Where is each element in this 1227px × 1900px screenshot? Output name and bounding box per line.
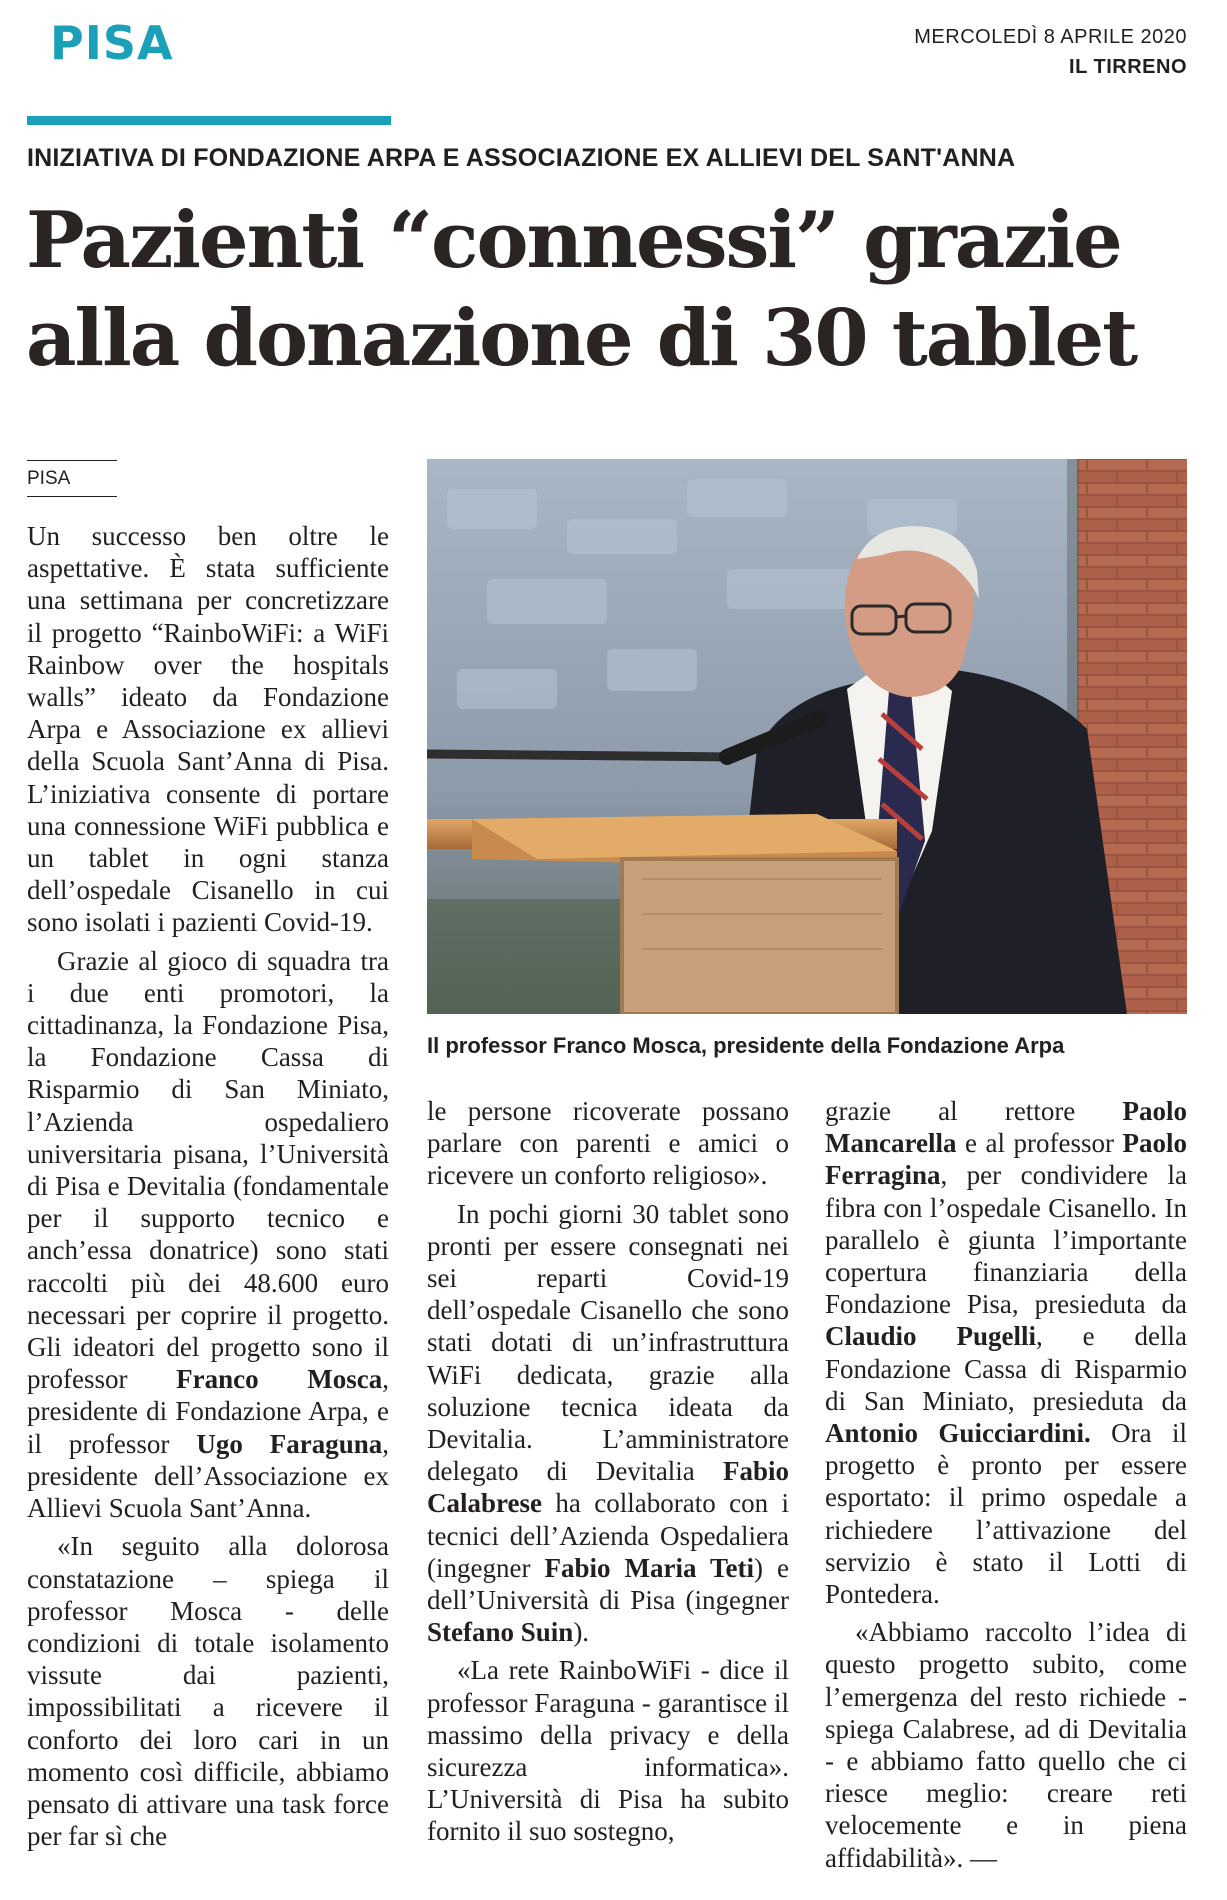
person-name: Paolo Mancarella [825, 1096, 1187, 1159]
text-run: , presidente dell’Associazione ex Allievi Scuola Sant’Anna. [27, 1428, 390, 1524]
person-name: Paolo Ferragina [825, 1128, 1188, 1191]
text-run: grazie al rettore [825, 1096, 1076, 1126]
person-name: Fabio Maria Teti [544, 1552, 754, 1583]
text-run: ). [573, 1617, 590, 1648]
text-run: ha collaborato con i tecnici dell’Azienda Ospedaliera (ingegner [427, 1488, 790, 1583]
paragraph: «Abbiamo raccolto l’idea di questo progetto subito, come l’emergenza del resto richiede - spiega Calabrese, ad di Devitalia - e abbiamo fatto quello che ci riesce meglio: creare reti velocemente e in piena affidabilità». — [825, 1617, 1187, 1873]
paragraph: Un successo ben oltre le aspettative. È stata sufficiente una settimana per concretizzare il progetto “RainboWiFi: a WiFi Rainbow over the hospitals walls” ideato da Fondazione Arpa e Associazione ex allievi della Scuola Sant’Anna di Pisa. L’iniziativa consente di portare una connessione WiFi pubblica e un tablet in ogni stanza dell’ospedale Cisanello in cui sono isolati i pazienti Covid-19. [27, 521, 389, 938]
photo-caption: Il professor Franco Mosca, presidente della Fondazione Arpa [427, 1033, 1065, 1058]
text-run: In pochi giorni 30 tablet sono pronti per essere consegnati nei sei reparti Covid-19 dell’ospedale Cisanello che sono stati dotati di un’infrastruttura WiFi dedicata, grazie alla soluzione tecnica ideata da Devitalia. L’amministratore delegato di Devitalia [427, 1198, 789, 1487]
dateline-rule-bottom [27, 496, 117, 497]
accent-rule [27, 116, 391, 125]
article-photo [427, 459, 1187, 1014]
person-name: Claudio Pugelli [825, 1321, 1036, 1352]
section-title: PISA [50, 16, 174, 70]
dateline [27, 460, 117, 497]
paragraph: le persone ricoverate possano parlare con parenti e amici o ricevere un conforto religioso». [427, 1096, 789, 1191]
article-column-1 [27, 520, 389, 1858]
person-name: Franco Mosca [176, 1364, 383, 1395]
newspaper-name: IL TIRRENO [1069, 56, 1187, 78]
headline-line-2: alla donazione di 30 tablet [26, 293, 1137, 384]
article-column-2 [427, 1095, 789, 1854]
text-run: , presidente di Fondazione Arpa, e il professor [27, 1364, 389, 1459]
text-run: ) e dell’Università di Pisa (ingegner [427, 1552, 789, 1616]
text-run: , e della Fondazione Cassa di Risparmio di San Miniato, presieduta da [825, 1321, 1187, 1416]
kicker: INIZIATIVA DI FONDAZIONE ARPA E ASSOCIAZIONE EX ALLIEVI DEL SANT'ANNA [27, 144, 1016, 172]
person-name: Ugo Faraguna [196, 1428, 383, 1459]
text-run: , per condividere la fibra con l’ospedale Cisanello. In parallelo è giunta l’importante copertura finanziaria della Fondazione Pisa, presieduta da [825, 1160, 1187, 1320]
text-run: Ora il progetto è pronto per essere esportato: il primo ospedale a richiedere l’attivazione del servizio è stato il Lotti di Pontedera. [825, 1418, 1188, 1610]
issue-date: MERCOLEDÌ 8 APRILE 2020 [914, 26, 1187, 48]
person-name: Fabio Calabrese [427, 1456, 789, 1519]
headline-line-1: Pazienti “connessi” grazie [26, 195, 1121, 286]
person-name: Stefano Suin [427, 1617, 574, 1648]
person-name: Antonio Guicciardini. [825, 1418, 1091, 1449]
dateline-text: PISA [27, 468, 71, 489]
paragraph [427, 1198, 789, 1649]
paragraph [825, 1095, 1187, 1610]
paragraph: «In seguito alla dolorosa constatazione – spiega il professor Mosca - delle condizioni di totale isolamento vissute dai pazienti, impossibilitati a ricevere il conforto dei loro cari in un momento così difficile, abbiamo pensato di attivare una task force per far sì che [27, 1531, 389, 1852]
paragraph [27, 945, 389, 1525]
paragraph: «La rete RainboWiFi - dice il professor Faraguna - garantisce il massimo della privacy e della sicurezza informatica». L’Università di Pisa ha subito fornito il suo sostegno, [427, 1655, 789, 1847]
text-run: Grazie al gioco di squadra tra i due enti promotori, la cittadinanza, la Fondazione Pisa, la Fondazione Cassa di Risparmio di San Miniato, l’Azienda ospedaliero universitaria pisana, l’Università di Pisa e Devitalia (fondamentale per il supporto tecnico e anch’essa donatrice) sono stati raccolti più dei 48.600 euro necessari per coprire il progetto. Gli ideatori del progetto sono il professor [27, 945, 389, 1395]
text-run: e al professor [965, 1128, 1114, 1159]
article-column-3 [825, 1095, 1187, 1880]
headline [26, 192, 1206, 388]
